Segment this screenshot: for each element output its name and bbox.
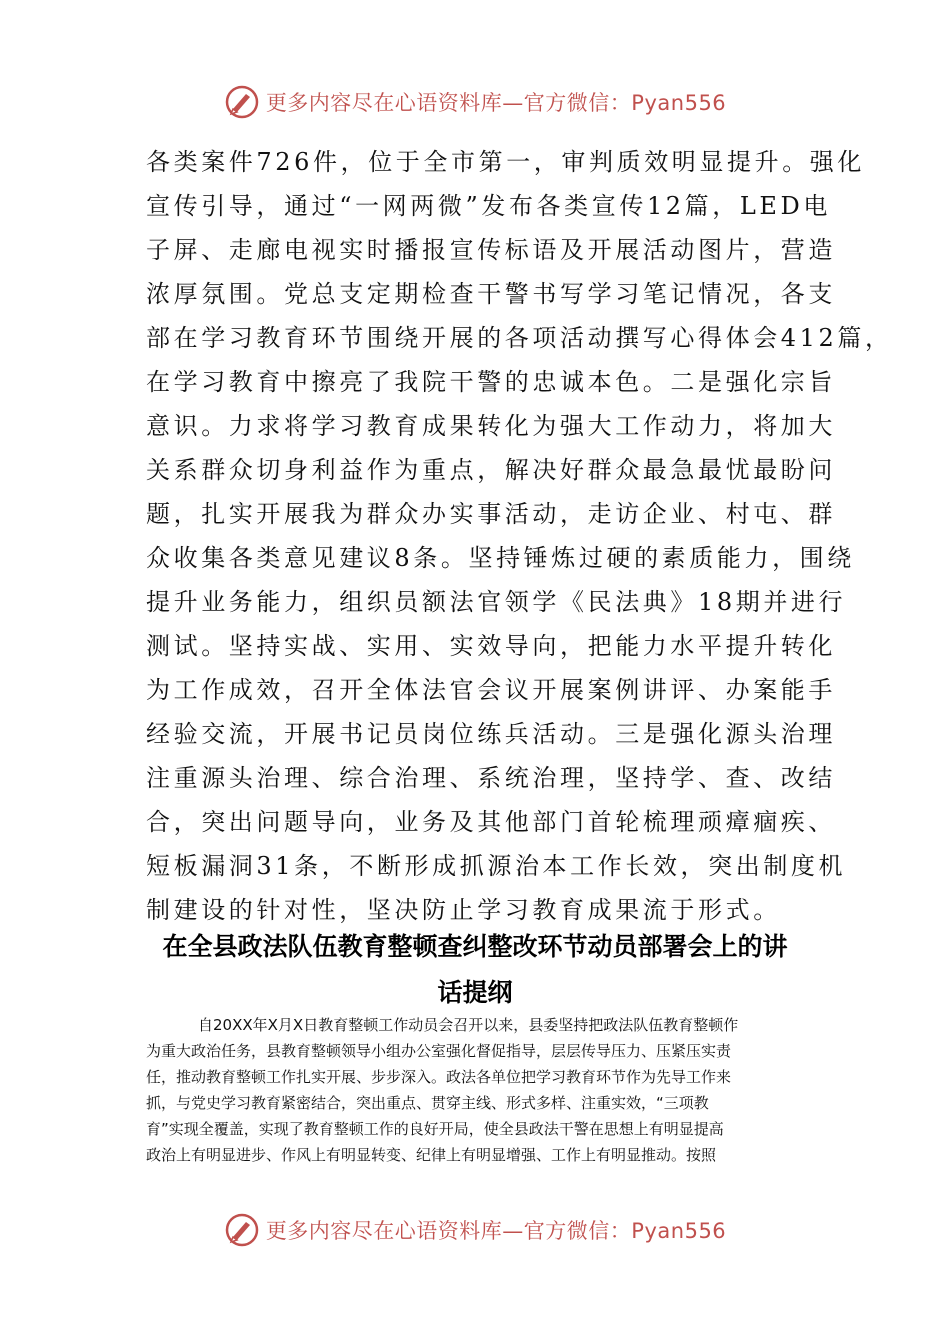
- body-line: 为工作成效，召开全体法官会议开展案例讲评、办案能手: [146, 676, 836, 704]
- intro-paragraph: [146, 1012, 816, 1168]
- watermark-text: 更多内容尽在心语资料库—官方微信：Pyan556: [265, 1219, 727, 1243]
- body-line: 合，突出问题导向，业务及其他部门首轮梳理顽瘴痼疾、: [146, 808, 836, 836]
- pen-logo-icon: [224, 1212, 260, 1248]
- intro-line: 育”实现全覆盖，实现了教育整顿工作的良好开局，使全县政法干警在思想上有明显提高: [146, 1120, 724, 1138]
- intro-line: 抓，与党史学习教育紧密结合，突出重点、贯穿主线、形式多样、注重实效，“三项教: [146, 1094, 709, 1112]
- body-line: 制建设的针对性，坚决防止学习教育成果流于形式。: [146, 896, 781, 924]
- body-line: 测试。坚持实战、实用、实效导向，把能力水平提升转化: [146, 632, 836, 660]
- body-line: 注重源头治理、综合治理、系统治理，坚持学、查、改结: [146, 764, 836, 792]
- body-line: 题，扎实开展我为群众办实事活动，走访企业、村屯、群: [146, 500, 836, 528]
- heading-line: 话提纲: [437, 978, 513, 1007]
- body-line: 关系群众切身利益作为重点，解决好群众最急最忧最盼问: [146, 456, 836, 484]
- section-heading: [120, 924, 830, 1016]
- body-line: 意识。力求将学习教育成果转化为强大工作动力，将加大: [146, 412, 836, 440]
- body-line: 短板漏洞31条，不断形成抓源治本工作长效，突出制度机: [146, 852, 847, 880]
- body-line: 子屏、走廊电视实时播报宣传标语及开展活动图片，营造: [146, 236, 836, 264]
- body-line: 经验交流，开展书记员岗位练兵活动。三是强化源头治理: [146, 720, 836, 748]
- pen-logo-icon: [224, 84, 260, 120]
- intro-line: 自20XX年X月X日教育整顿工作动员会召开以来，县委坚持把政法队伍教育整顿作: [198, 1016, 739, 1034]
- intro-line: 政治上有明显进步、作风上有明显转变、纪律上有明显增强、工作上有明显推动。按照: [146, 1146, 717, 1164]
- body-line: 各类案件726件，位于全市第一，审判质效明显提升。强化: [146, 148, 866, 176]
- body-line: 众收集各类意见建议8条。坚持锤炼过硬的素质能力，围绕: [146, 544, 855, 572]
- watermark-text: 更多内容尽在心语资料库—官方微信：Pyan556: [265, 91, 727, 115]
- body-line: 提升业务能力，组织员额法官领学《民法典》18期并进行: [146, 588, 847, 616]
- body-line: 宣传引导，通过“一网两微”发布各类宣传12篇，LED电: [146, 192, 831, 220]
- watermark-bottom: [0, 1208, 950, 1252]
- body-line: 在学习教育中擦亮了我院干警的忠诚本色。二是强化宗旨: [146, 368, 836, 396]
- intro-line: 任，推动教育整顿工作扎实开展、步步深入。政法各单位把学习教育环节作为先导工作来: [146, 1068, 732, 1086]
- body-line: 浓厚氛围。党总支定期检查干警书写学习笔记情况，各支: [146, 280, 836, 308]
- body-line: 部在学习教育环节围绕开展的各项活动撰写心得体会412篇，: [146, 324, 893, 352]
- heading-line: 在全县政法队伍教育整顿查纠整改环节动员部署会上的讲: [162, 932, 788, 961]
- body-paragraph: [146, 140, 893, 932]
- intro-line: 为重大政治任务，县教育整顿领导小组办公室强化督促指导，层层传导压力、压紧压实责: [146, 1042, 732, 1060]
- watermark-top: [0, 80, 950, 124]
